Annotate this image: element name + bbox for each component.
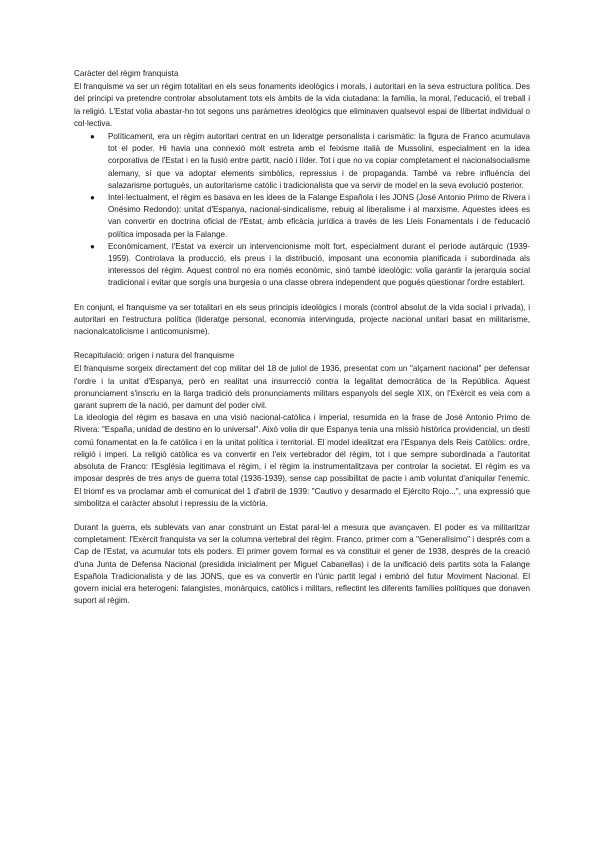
conclusion-paragraph: En conjunt, el franquisme va ser totalitari en els seus principis ideològics i morals (control absolut de la vida social i privada), i autoritari en l'estructura política (lideratge personal, economia intervinguda, projecte nacional unitari basat en militarisme, nacionalcatolicisme i anticomunisme). bbox=[74, 302, 530, 337]
bullet-icon: ● bbox=[90, 132, 95, 142]
bullet-item-economic: ● Econòmicament, l'Estat va exercir un intervencionisme molt fort, especialment durant el període autàrquic (1939-1959). Controlava la producció, els preus i la distribució, imposant una economia planificada i subordinada als interessos del règim. Aquest control no era només econòmic, sinó també ideològic: volia garantir la jerarquia social tradicional i evitar que sorgís una burgesia o una classe obrera independent que pogués qüestionar l'ordre establert. bbox=[90, 241, 530, 288]
recap-paragraph-2: La ideologia del règim es basava en una visió nacional-catòlica i imperial, resumida en la frase de José Antonio Primo de Rivera: "España, unidad de destino en lo universal". Això volia dir que Espanya tenia una missió històrica providencial, un destí comú fonamentat en la fe catòlica i en la unitat política i territorial. El model idealitzat era l'Espanya dels Reis Catòlics: ordre, religió i imperi. La religió catòlica es va convertir en l'eix vertebrador del règim, tot i que sempre subordinada a l'autoritat absoluta de Franco: l'Església legitimava el règim, i el règim la instrumentalitzava per controlar la societat. El règim es va imposar després de tres anys de guerra total (1936-1939), sense cap possibilitat de pacte i amb voluntat d'aniquilar l'enemic. El triomf es va proclamar amb el comunicat del 1 d'abril de 1939: "Cautivo y desarmado el Ejército Rojo...", una expressió que simbolitza el caràcter absolut i repressiu de la victòria. bbox=[74, 413, 530, 508]
bullet-item-political: ● Políticament, era un règim autoritari centrat en un lideratge personalista i carismàtic: la figura de Franco acumulava tot el poder. Hi havia una connexió molt estreta amb el feixisme italià de Mussolini, especialment en la idea corporativa de l'Estat i en la fusió entre partit, nació i líder. Tot i que no va copiar completament el nacionalsocialisme alemany, sí que va adoptar elements simbòlics, repressius i de propaganda. També va rebre influència del salazarisme portuguès, un autoritarisme catòlic i tradicionalista que va servir de model en la seva evolució posterior. bbox=[90, 132, 530, 190]
bullet-item-intellectual: ● Intel·lectualment, el règim es basava en les idees de la Falange Española i les JONS (José Antonio Primo de Rivera i Onésimo Redondo): unitat d'Espanya, nacional-sindicalisme, rebuig al liberalisme i al marxisme. Aquestes idees es van convertir en doctrina oficial de l'Estat, amb eficàcia jurídica a través de les Lleis Fonamentals i de l'educació política imposada per la Falange. bbox=[90, 193, 530, 239]
section-heading-character: Caràcter del règim franquista bbox=[74, 69, 179, 78]
section-heading-recap: Recapitulació: origen i natura del franquisme bbox=[74, 351, 235, 361]
recap-paragraph-1: El franquisme sorgeix directament del cop militar del 18 de juliol de 1936, presentat com un "alçament nacional" per defensar l'ordre i la unitat d'Espanya, però en realitat una insurrecció contra la legalitat democràtica de la República. Aquest pronunciament s'inscriu en la llarga tradició dels pronunciaments militars espanyols del segle XIX, on l'Exèrcit es veia com a garant suprem de la nació, per damunt del poder civil. bbox=[74, 364, 530, 411]
bullet-icon: ● bbox=[90, 193, 95, 203]
bullet-icon: ● bbox=[90, 241, 95, 251]
intro-paragraph: El franquisme va ser un règim totalitari en els seus fonaments ideològics i morals, i autoritari en la seva estructura política. Des del principi va pretendre controlar absolutament tots els àmbits de la vida ciutadana: la família, la moral, l'educació, el treball i la religió. L'Estat volia abastar-ho tot segons uns paràmetres ideològics que eliminaven qualsevol espai de llibertat individual o col·lectiva. bbox=[74, 82, 530, 128]
recap-paragraph-3: Durant la guerra, els sublevats van anar construint un Estat paral·lel a mesura que avançaven. El poder es va militaritzar completament: l'Exèrcit franquista va ser la columna vertebral del règim. Franco, primer com a "Generalísimo" i després com a Cap de l'Estat, va acumular tots els poders. El primer govern formal es va constituir el gener de 1938, després de la creació d'una Junta de Defensa Nacional (presidida inicialment per Miguel Cabanellas) i de la unificació dels partits sota la Falange Española Tradicionalista y de las JONS, que es va convertir en l'únic partit legal i embrió del futur Moviment Nacional. El govern inicial era heterogeni: falangistes, monàrquics, catòlics i militars, reflectint les diferents famílies polítiques que donaven suport al règim. bbox=[74, 522, 530, 606]
document-page bbox=[74, 68, 530, 607]
bullet-list bbox=[74, 131, 530, 290]
